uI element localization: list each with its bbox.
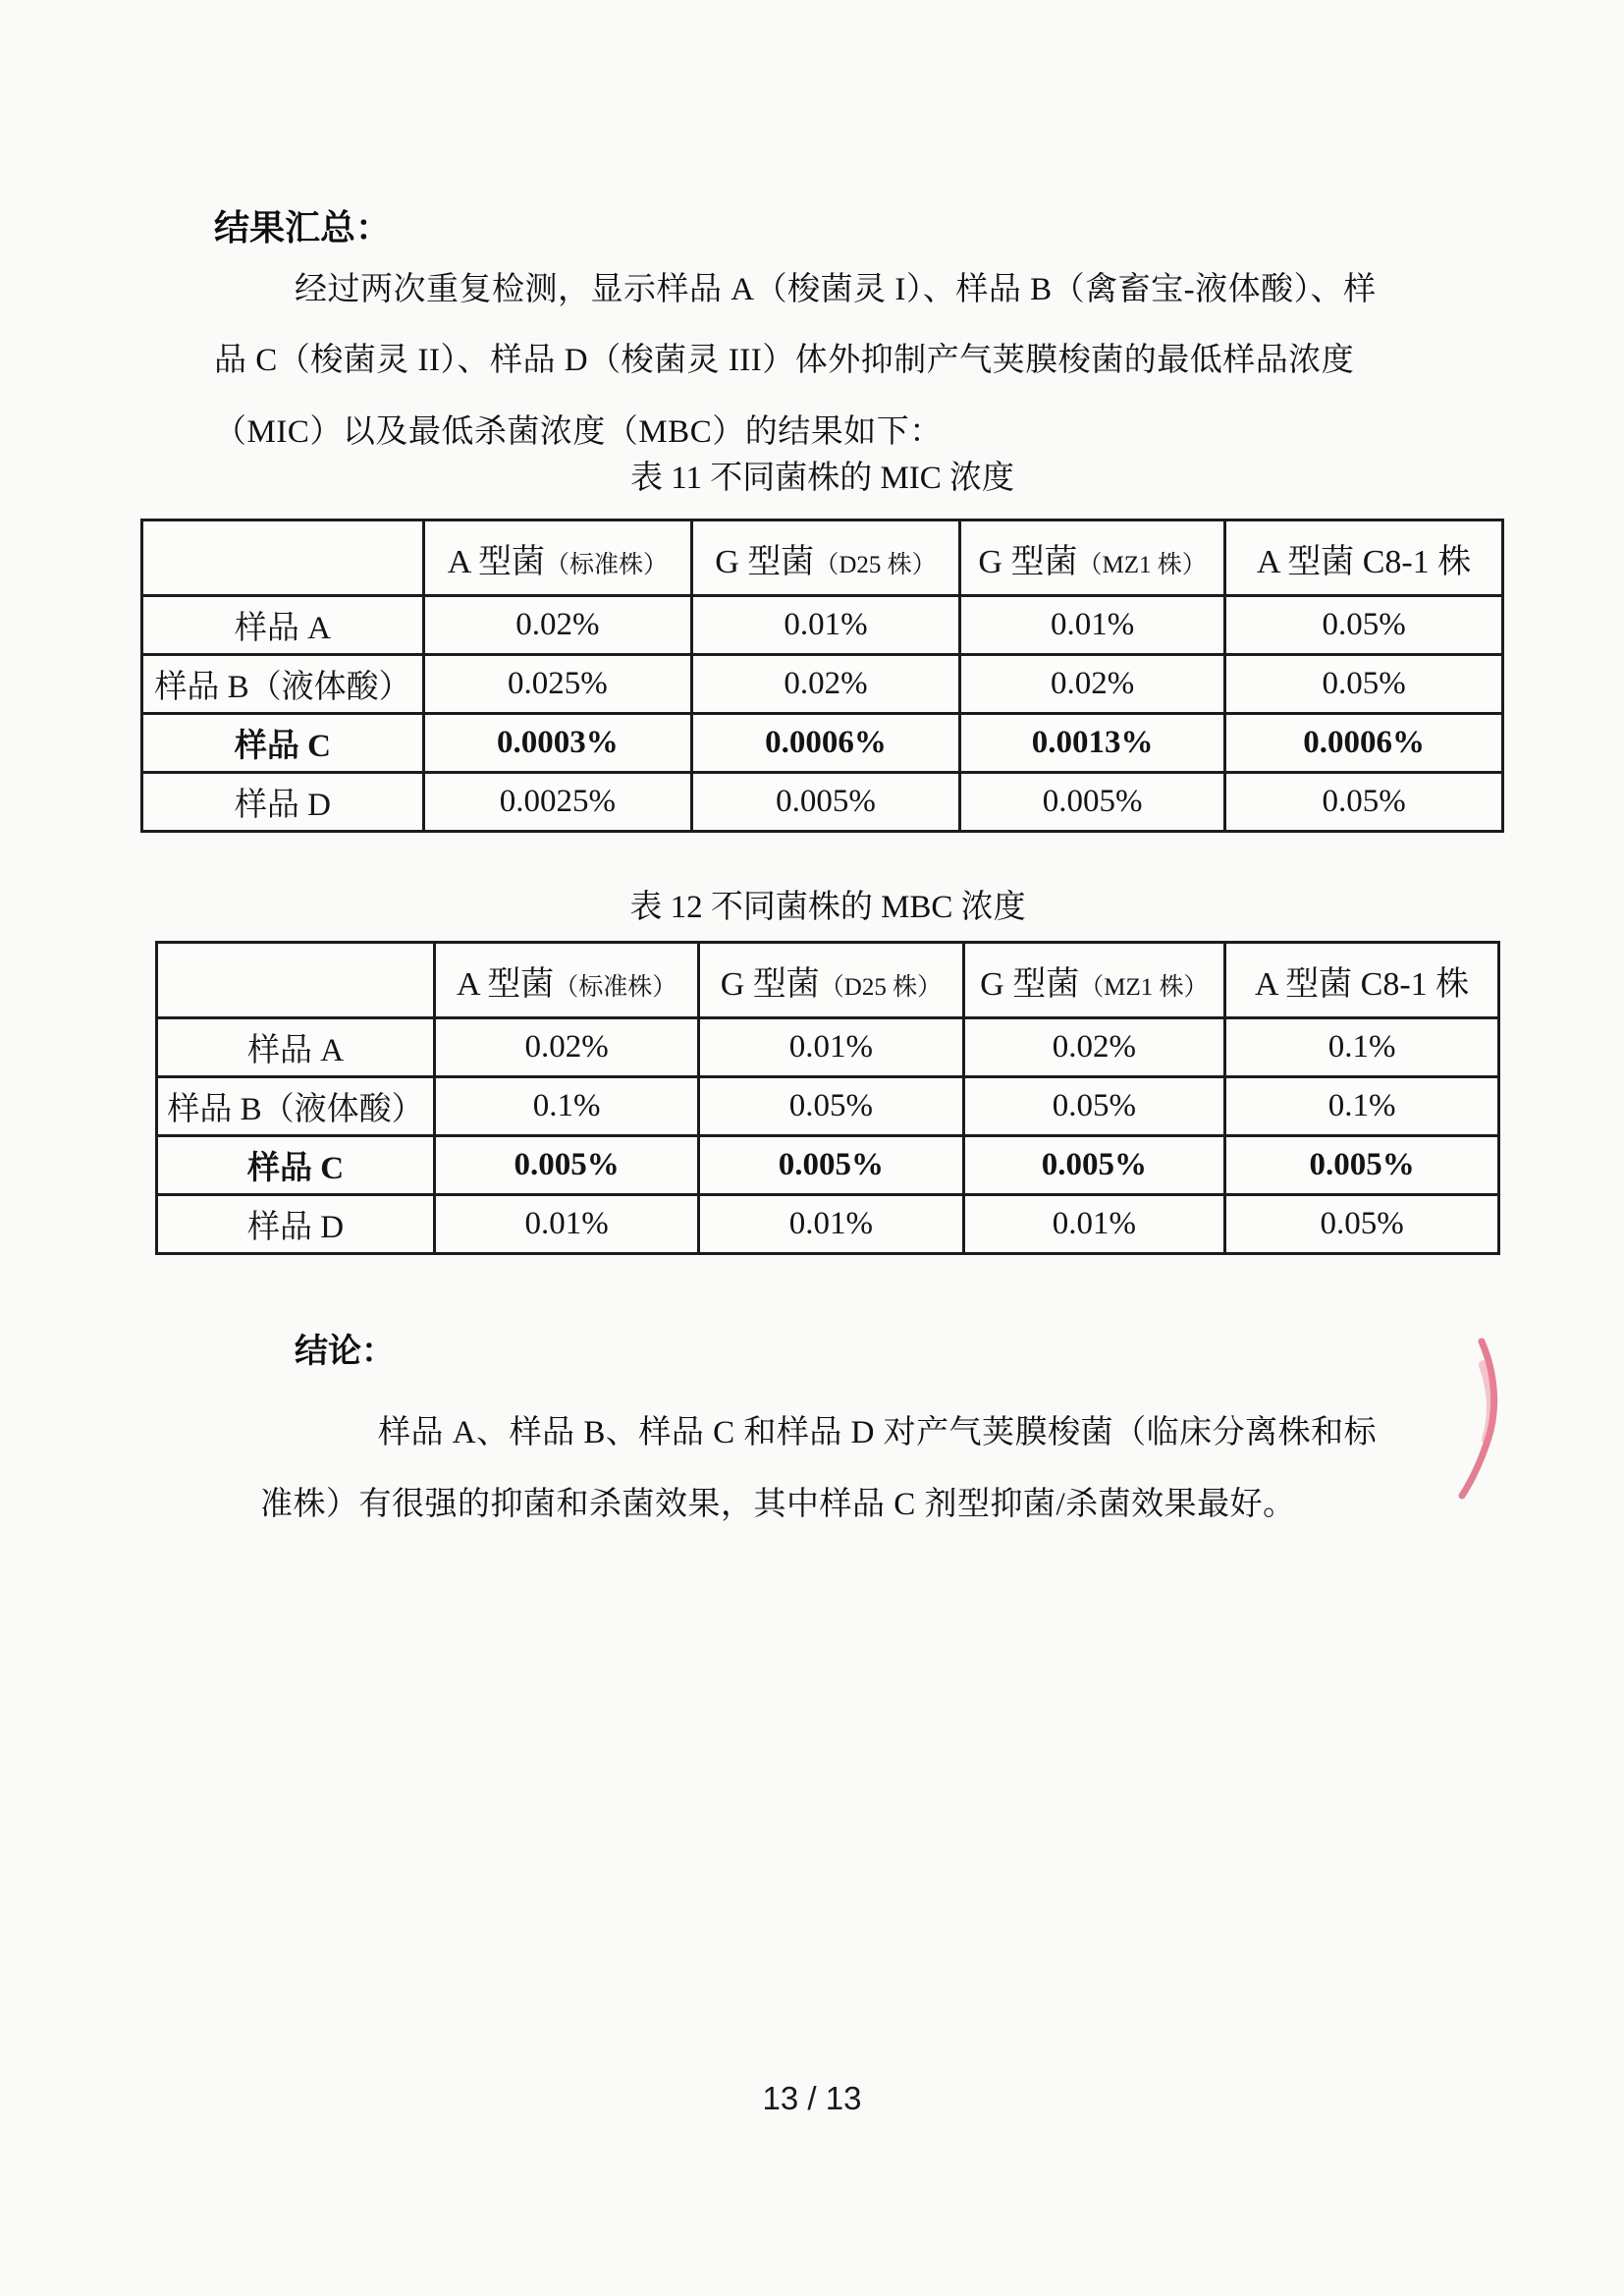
header-text: A 型菌 C8-1 株 bbox=[1257, 543, 1472, 580]
summary-line-3: （MIC）以及最低杀菌浓度（MBC）的结果如下： bbox=[214, 414, 943, 450]
cell-value: 0.005% bbox=[1225, 1136, 1499, 1195]
row-label: 样品 A bbox=[157, 1018, 435, 1077]
table11-title: 表 11 不同菌株的 MIC 浓度 bbox=[629, 461, 1015, 496]
table12-header-row bbox=[157, 943, 1499, 1018]
table12-header-blank bbox=[157, 943, 435, 1018]
header-text: G 型菌 bbox=[980, 965, 1080, 1003]
cell-value: 0.01% bbox=[959, 596, 1224, 655]
table-row-highlighted bbox=[142, 714, 1503, 773]
table12-mbc bbox=[155, 941, 1500, 1255]
conclusion-line-2: 准株）有很强的抑菌和杀菌效果，其中样品 C 剂型抑菌/杀菌效果最好。 bbox=[260, 1487, 1296, 1522]
summary-line-1: 经过两次重复检测，显示样品 A（梭菌灵 I）、样品 B（禽畜宝-液体酸）、样 bbox=[295, 272, 1377, 307]
cell-value: 0.05% bbox=[963, 1077, 1225, 1136]
row-label: 样品 C bbox=[157, 1136, 435, 1195]
cell-value: 0.0003% bbox=[423, 714, 691, 773]
table11-header-g-d25 bbox=[691, 520, 959, 596]
cell-value: 0.02% bbox=[691, 655, 959, 714]
cell-value: 0.005% bbox=[959, 773, 1224, 832]
cell-value: 0.0013% bbox=[959, 714, 1224, 773]
cell-value: 0.05% bbox=[1225, 596, 1503, 655]
table11-header-blank bbox=[142, 520, 424, 596]
cell-value: 0.1% bbox=[434, 1077, 698, 1136]
table-row bbox=[142, 596, 1503, 655]
row-label: 样品 C bbox=[142, 714, 424, 773]
row-label: 样品 D bbox=[142, 773, 424, 832]
cell-value: 0.005% bbox=[963, 1136, 1225, 1195]
header-text: G 型菌 bbox=[978, 543, 1078, 580]
header-subtext: （MZ1 株） bbox=[1077, 551, 1207, 578]
table11-header-row bbox=[142, 520, 1503, 596]
cell-value: 0.02% bbox=[423, 596, 691, 655]
row-label: 样品 B（液体酸） bbox=[157, 1077, 435, 1136]
cell-value: 0.02% bbox=[959, 655, 1224, 714]
table11-header-a-standard bbox=[423, 520, 691, 596]
cell-value: 0.01% bbox=[699, 1018, 963, 1077]
header-text: A 型菌 C8-1 株 bbox=[1254, 965, 1470, 1003]
cell-value: 0.02% bbox=[963, 1018, 1225, 1077]
table12-header-g-d25 bbox=[699, 943, 963, 1018]
cell-value: 0.05% bbox=[1225, 655, 1503, 714]
cell-value: 0.01% bbox=[699, 1195, 963, 1254]
table-row bbox=[142, 655, 1503, 714]
cell-value: 0.01% bbox=[691, 596, 959, 655]
cell-value: 0.02% bbox=[434, 1018, 698, 1077]
cell-value: 0.0006% bbox=[1225, 714, 1503, 773]
cell-value: 0.05% bbox=[699, 1077, 963, 1136]
header-subtext: （D25 株） bbox=[814, 551, 937, 578]
header-subtext: （D25 株） bbox=[819, 973, 943, 1001]
table12-header-a-c81 bbox=[1225, 943, 1499, 1018]
cell-value: 0.025% bbox=[423, 655, 691, 714]
table12-header-g-mz1 bbox=[963, 943, 1225, 1018]
row-label: 样品 D bbox=[157, 1195, 435, 1254]
header-text: G 型菌 bbox=[720, 965, 820, 1003]
table-row-highlighted bbox=[157, 1136, 1499, 1195]
row-label: 样品 B（液体酸） bbox=[142, 655, 424, 714]
page-number: 13 / 13 bbox=[762, 2080, 862, 2116]
cell-value: 0.01% bbox=[434, 1195, 698, 1254]
header-subtext: （MZ1 株） bbox=[1079, 973, 1209, 1001]
header-text: A 型菌 bbox=[447, 543, 545, 580]
cell-value: 0.0025% bbox=[423, 773, 691, 832]
red-seal-arc-mark bbox=[1453, 1336, 1508, 1503]
cell-value: 0.1% bbox=[1225, 1077, 1499, 1136]
table11-mic bbox=[140, 519, 1504, 833]
table-row bbox=[157, 1018, 1499, 1077]
summary-line-2: 品 C（梭菌灵 II）、样品 D（梭菌灵 III）体外抑制产气荚膜梭菌的最低样品浓度 bbox=[214, 343, 1355, 378]
conclusion-line-1: 样品 A、样品 B、样品 C 和样品 D 对产气荚膜梭菌（临床分离株和标 bbox=[378, 1415, 1378, 1450]
table-row bbox=[142, 773, 1503, 832]
cell-value: 0.005% bbox=[691, 773, 959, 832]
table12-header-a-standard bbox=[434, 943, 698, 1018]
table12-title: 表 12 不同菌株的 MBC 浓度 bbox=[629, 890, 1026, 925]
header-text: G 型菌 bbox=[715, 543, 815, 580]
header-subtext: （标准株） bbox=[554, 973, 677, 1001]
table11-header-g-mz1 bbox=[959, 520, 1224, 596]
cell-value: 0.05% bbox=[1225, 1195, 1499, 1254]
cell-value: 0.1% bbox=[1225, 1018, 1499, 1077]
cell-value: 0.0006% bbox=[691, 714, 959, 773]
table-row bbox=[157, 1077, 1499, 1136]
conclusion-heading: 结论： bbox=[295, 1333, 395, 1370]
cell-value: 0.005% bbox=[434, 1136, 698, 1195]
cell-value: 0.05% bbox=[1225, 773, 1503, 832]
header-text: A 型菌 bbox=[457, 965, 555, 1003]
table-row bbox=[157, 1195, 1499, 1254]
header-subtext: （标准株） bbox=[544, 551, 668, 578]
cell-value: 0.01% bbox=[963, 1195, 1225, 1254]
summary-heading: 结果汇总： bbox=[214, 207, 392, 247]
row-label: 样品 A bbox=[142, 596, 424, 655]
table11-header-a-c81 bbox=[1225, 520, 1503, 596]
cell-value: 0.005% bbox=[699, 1136, 963, 1195]
